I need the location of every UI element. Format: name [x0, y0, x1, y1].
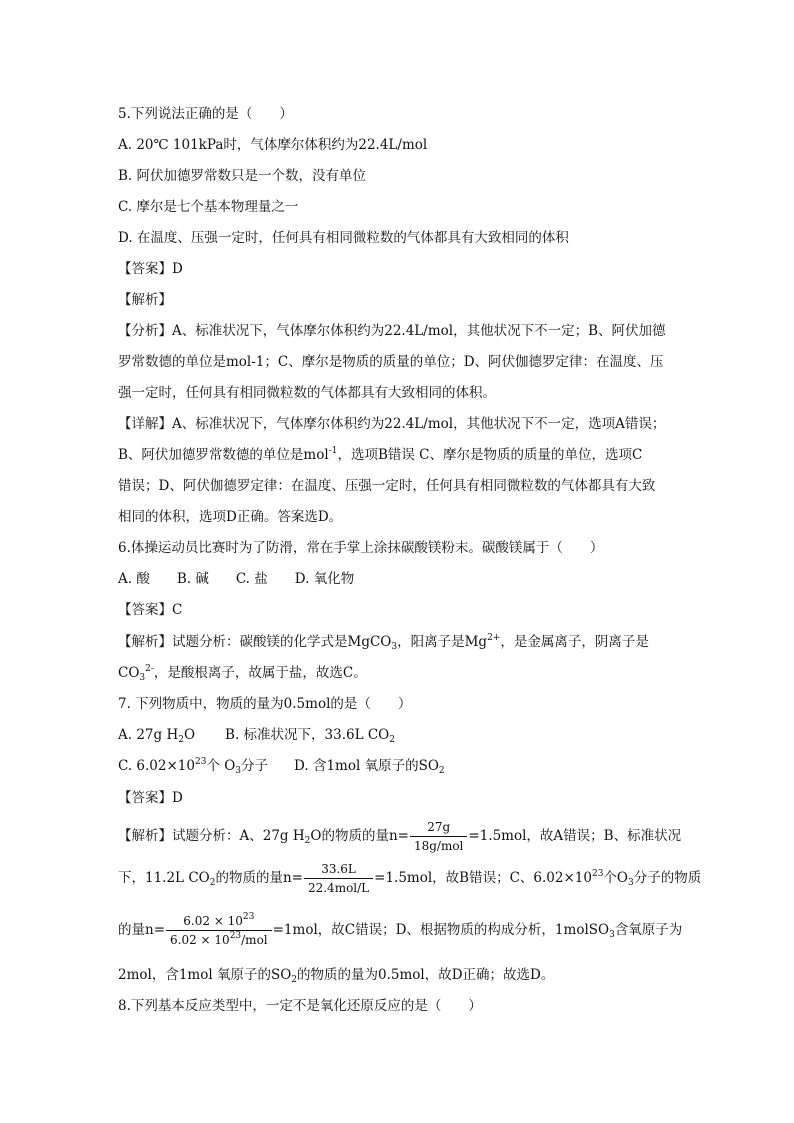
subscript: 3 [628, 878, 634, 888]
text: 含氧原子为 [614, 922, 683, 938]
q6-options: A. 酸 B. 碱 C. 盐 D. 氧化物 [118, 571, 355, 587]
q5-option-b: B. 阿伏加德罗常数只是一个数，没有单位 [118, 168, 367, 184]
denominator: 22.4mol/L [307, 881, 370, 895]
text: 个O [603, 870, 628, 886]
q7-option-d [294, 758, 445, 774]
text: 下，11.2L CO [118, 870, 210, 886]
q5-option-c: C. 摩尔是七个基本物理量之一 [118, 199, 299, 215]
subscript: 3 [235, 766, 242, 776]
q7-explanation-line-1 [118, 820, 681, 853]
q5-analysis-line-2: 罗常数德的单位是mol-1；C、摩尔是物质的质量的单位；D、阿伏伽德罗定律：在温度、压 [118, 354, 664, 370]
text: 【解析】试题分析：A、27g H [118, 828, 305, 844]
q5-detail-line-3: 错误；D、阿伏伽德罗定律：在温度、压强一定时，任何具有相同微粒数的气体都具有大致 [118, 478, 656, 494]
q7-explanation-line-2 [118, 862, 701, 895]
subscript: 2 [178, 735, 184, 745]
q5-analysis-line-1: 【分析】A、标准状况下，气体摩尔体积约为22.4L/mol，其他状况下不一定；B、阿伏加德 [118, 323, 666, 339]
numerator: 33.6L [304, 862, 373, 879]
text: 个 O [206, 758, 236, 774]
numerator: 27g [410, 820, 467, 837]
text: 6.02 × 10 [170, 933, 230, 947]
superscript: 2- [145, 664, 154, 674]
text: 6.02 × 10 [183, 914, 243, 928]
subscript: 3 [609, 930, 615, 940]
q6-answer: 【答案】C [118, 602, 183, 618]
text: D. 含1mol 氧原子的SO [294, 758, 439, 774]
fraction [410, 820, 467, 853]
q7-option-a [118, 727, 195, 743]
superscript: 23 [242, 912, 255, 922]
text: ，是金属离子，阴离子是 [500, 634, 649, 650]
text: 的量n= [118, 922, 166, 938]
text: B. 标准状况下，33.6L CO [225, 727, 390, 743]
q7-option-c [118, 758, 268, 774]
q8-stem: 8.下列基本反应类型中，一定不是氧化还原反应的是（ ） [118, 998, 482, 1014]
denominator: 18g/mol [413, 839, 464, 853]
q7-stem: 7. 下列物质中，物质的量为0.5mol的是（ ） [118, 696, 412, 712]
subscript: 2 [304, 836, 311, 846]
q6-explanation-line-2 [118, 665, 367, 681]
q5-detail-line-2 [118, 447, 642, 463]
q5-jiexi-heading: 【解析】 [118, 292, 172, 308]
q7-options-cd [118, 758, 445, 774]
subscript: 3 [139, 673, 146, 683]
text: O的物质的量n= [310, 828, 409, 844]
subscript: 2 [209, 878, 216, 888]
text: =1.5mol，故A错误；B、标准状况 [468, 828, 682, 844]
superscript: 23 [194, 757, 207, 767]
q5-detail-line-4: 相同的体积，选项D正确。答案选D。 [118, 509, 343, 525]
text: CO [118, 665, 140, 681]
text: 分子的物质 [633, 870, 702, 886]
text: O [183, 727, 196, 743]
text: 【解析】试题分析：碳酸镁的化学式是MgCO [118, 634, 392, 650]
text: B、阿伏加德罗常数德的单位是mol [118, 447, 329, 463]
text: 的物质的量n= [215, 870, 303, 886]
fraction [304, 862, 373, 895]
text: ，选项B错误 C、摩尔是物质的质量的单位，选项C [337, 447, 643, 463]
text: 的物质的量为0.5mol，故D正确；故选D。 [297, 967, 555, 983]
subscript: 2 [438, 766, 445, 776]
text: /mol [241, 933, 268, 947]
q5-option-a: A. 20℃ 101kPa时，气体摩尔体积约为22.4L/mol [118, 137, 428, 153]
text: ，是酸根离子，故属于盐，故选C。 [153, 665, 367, 681]
text: C. 6.02×10 [118, 758, 195, 774]
numerator [166, 914, 272, 931]
superscript: 23 [229, 931, 242, 941]
fraction [166, 914, 272, 947]
subscript: 2 [389, 735, 395, 745]
q7-answer: 【答案】D [118, 790, 183, 806]
q5-analysis-line-3: 强一定时，任何具有相同微粒数的气体都具有大致相同的体积。 [118, 385, 496, 401]
q7-explanation-line-3 [118, 914, 682, 947]
q7-options-ab [118, 727, 395, 743]
subscript: 2 [291, 975, 298, 985]
text: ，阳离子是Mg [397, 634, 488, 650]
q6-explanation-line-1 [118, 634, 649, 650]
superscript: -1 [328, 446, 338, 456]
text: A. 27g H [118, 727, 179, 743]
superscript: 23 [591, 869, 604, 879]
q5-option-d: D. 在温度、压强一定时，任何具有相同微粒数的气体都具有大致相同的体积 [118, 230, 569, 246]
q5-answer: 【答案】D [118, 261, 183, 277]
q7-option-b [225, 727, 395, 743]
superscript: 2+ [487, 633, 501, 643]
q7-explanation-line-4 [118, 967, 554, 983]
q5-detail-line-1: 【详解】A、标准状况下，气体摩尔体积约为22.4L/mol，其他状况下不一定，选项A错误； [118, 416, 666, 432]
text: =1mol，故C错误；D、根据物质的构成分析，1molSO [272, 922, 610, 938]
subscript: 3 [391, 642, 398, 652]
text: 分子 [241, 758, 269, 774]
q6-stem: 6.体操运动员比赛时为了防滑，常在手掌上涂抹碳酸镁粉末。碳酸镁属于（ ） [118, 540, 604, 556]
q5-stem: 5.下列说法正确的是（ ） [118, 106, 293, 122]
text: 2mol，含1mol 氧原子的SO [118, 967, 292, 983]
denominator [166, 931, 272, 947]
text: =1.5mol，故B错误；C、6.02×10 [374, 870, 592, 886]
